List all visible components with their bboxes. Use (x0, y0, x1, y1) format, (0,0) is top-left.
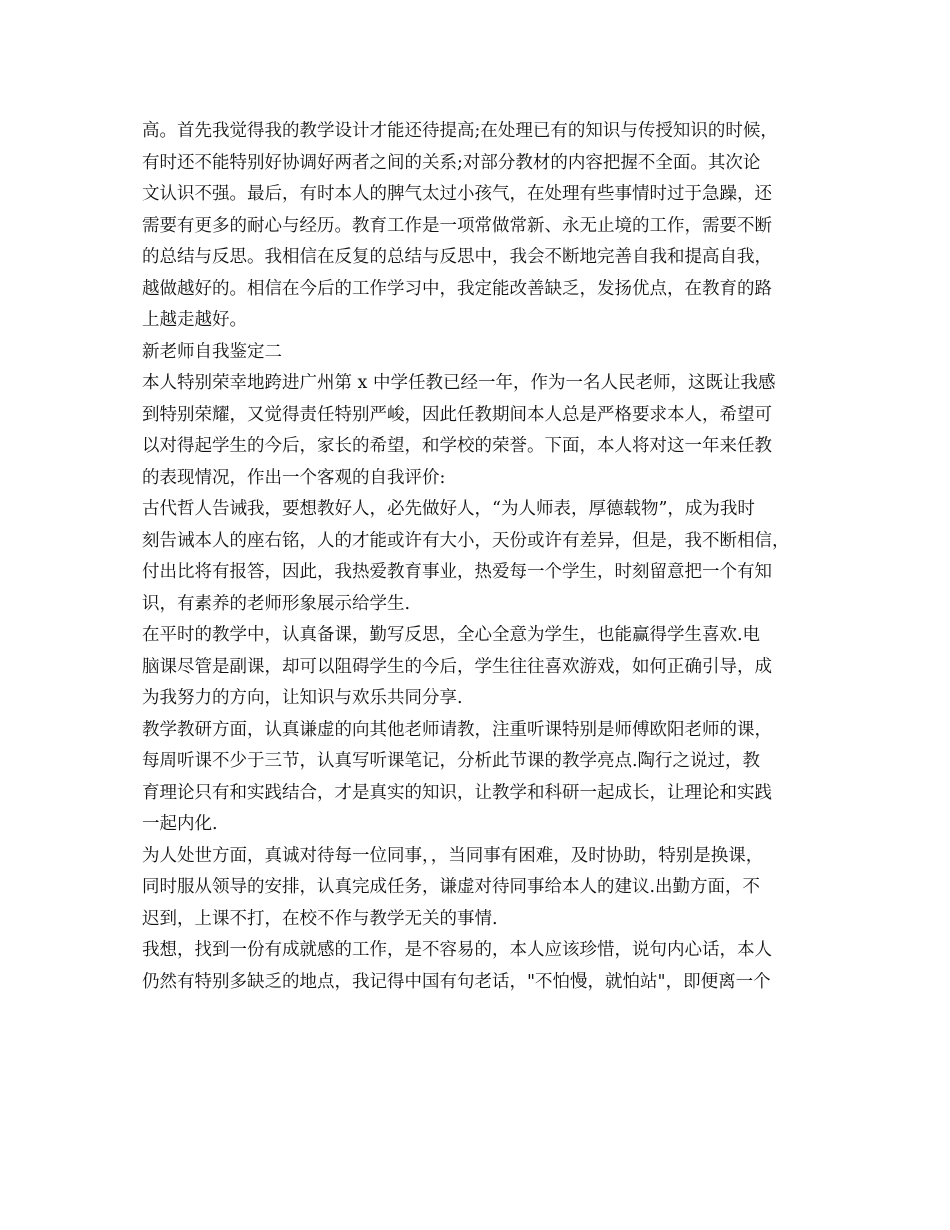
text-line: 付出比将有报答，因此，我热爱教育事业，热爱每一个学生，时刻留意把一个有知 (142, 562, 772, 582)
text-line: 到特别荣耀，又觉得责任特别严峻，因此任教期间本人总是严格要求本人，希望可 (142, 404, 772, 425)
text-line: 在平时的教学中，认真备课，勤写反思，全心全意为学生，也能赢得学生喜欢.电 (142, 625, 761, 645)
document-body (142, 116, 832, 998)
text-line: 文认识不强。最后，有时本人的脾气太过小孩气，在处理有些事情时过于急躁，还 (142, 184, 772, 204)
text-line: 仍然有特别多缺乏的地点，我记得中国有句老话，"不怕慢，就怕站"，即便离一个 (142, 971, 771, 992)
text-line: 有时还不能特别好协调好两者之间的关系;对部分教材的内容把握不全面。其次论 (142, 152, 761, 173)
text-line: 以对得起学生的今后，家长的希望，和学校的荣誉。下面，本人将对这一年来任教 (142, 436, 772, 456)
text-line: 为我努力的方向，让知识与欢乐共同分享. (142, 688, 463, 708)
text-line: 一起内化. (142, 814, 218, 834)
text-line: 古代哲人告诫我，要想教好人，必先做好人，“为人师表，厚德载物”，成为我时 (142, 499, 755, 519)
text-line: 我想，找到一份有成就感的工作，是不容易的，本人应该珍惜，说句内心话，本人 (142, 940, 772, 960)
text-line: 脑课尽管是副课，却可以阻碍学生的今后，学生往往喜欢游戏，如何正确引导，成 (142, 656, 772, 677)
text-line: 每周听课不少于三节，认真写听课笔记，分析此节课的教学亮点.陶行之说过，教 (142, 751, 761, 771)
section-heading: 新老师自我鉴定二 (142, 341, 282, 362)
text-line: 本人特别荣幸地跨进广州第 x 中学任教已经一年，作为一名人民老师，这既让我感 (142, 373, 776, 393)
text-line: 需要有更多的耐心与经历。教育工作是一项常做常新、永无止境的工作，需要不断 (142, 215, 772, 236)
text-line: 为人处世方面，真诚对待每一位同事，，当同事有困难，及时协助，特别是换课， (142, 845, 764, 866)
text-line: 高。首先我觉得我的教学设计才能还待提高;在处理已有的知识与传授知识的时候， (142, 121, 778, 141)
text-line: 上越走越好。 (142, 310, 247, 330)
text-line: 同时服从领导的安排，认真完成任务，谦虚对待同事给本人的建议.出勤方面，不 (142, 877, 761, 897)
text-line: 刻告诫本人的座右铭，人的才能或许有大小，天份或许有差异，但是，我不断相信， (142, 530, 790, 551)
text-line: 迟到，上课不打，在校不作与教学无关的事情. (142, 908, 498, 929)
text-line: 的总结与反思。我相信在反复的总结与反思中，我会不断地完善自我和提高自我， (142, 247, 772, 267)
text-line: 越做越好的。相信在今后的工作学习中，我定能改善缺乏，发扬优点，在教育的路 (142, 278, 772, 299)
text-line: 育理论只有和实践结合，才是真实的知识，让教学和科研一起成长，让理论和实践 (142, 782, 772, 803)
text-line: 识，有素养的老师形象展示给学生. (142, 593, 411, 614)
text-line: 教学教研方面，认真谦虚的向其他老师请教，注重听课特别是师傅欧阳老师的课， (142, 719, 772, 740)
text-line: 的表现情况，作出一个客观的自我评价: (142, 467, 446, 488)
